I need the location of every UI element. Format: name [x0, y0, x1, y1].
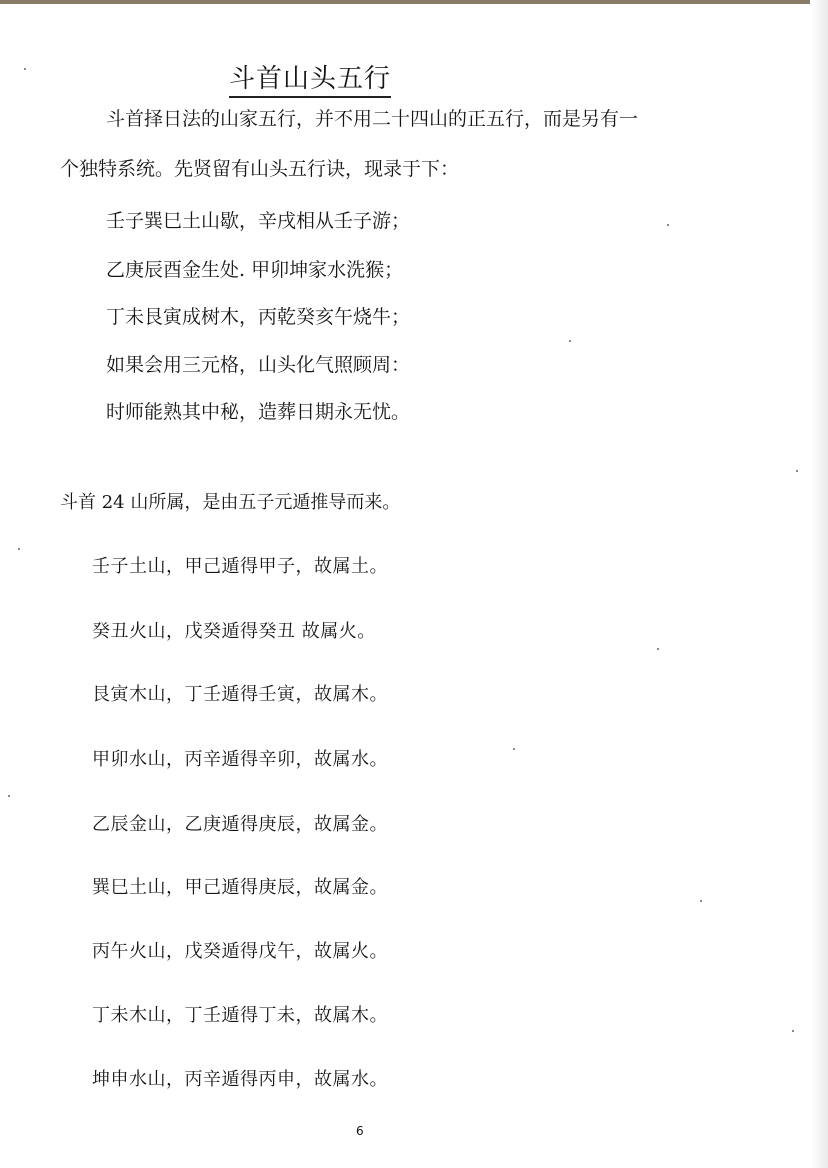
verse-line: 乙庚辰酉金生处. 甲卯坤家水洗猴；: [106, 259, 404, 281]
scan-speck: [792, 1030, 794, 1032]
rule-line: 巽巳土山，甲己遁得庚辰，故属金。: [92, 877, 388, 898]
rule-line: 丙午火山，戊癸遁得戊午，故属火。: [92, 941, 388, 962]
intro-paragraph: [60, 94, 700, 194]
rule-line: 丁未木山，丁壬遁得丁未，故属木。: [92, 1005, 388, 1026]
rule-line: 坤申水山，丙辛遁得丙申，故属水。: [92, 1069, 388, 1090]
page-title-text: 斗首山头五行: [229, 64, 391, 98]
section-intro: 斗首 24 山所属，是由五子元遁推导而来。: [60, 492, 401, 513]
rule-line: 甲卯水山，丙辛遁得辛卯，故属水。: [92, 749, 388, 770]
scan-speck: [18, 548, 20, 550]
scan-speck: [796, 470, 798, 472]
rule-line: 乙辰金山，乙庚遁得庚辰，故属金。: [92, 814, 388, 835]
scan-right-edge: [810, 0, 828, 1168]
verse-line: 如果会用三元格，山头化气照顾周：: [106, 354, 411, 376]
scan-speck: [700, 900, 702, 902]
verse-line: 时师能熟其中秘，造葬日期永无忧。: [106, 401, 411, 423]
scan-speck: [667, 224, 669, 226]
scan-speck: [569, 340, 571, 342]
intro-line-1: 斗首择日法的山家五行，并不用二十四山的正五行，而是另有一: [106, 108, 639, 130]
rule-line: 癸丑火山，戊癸遁得癸丑 故属火。: [92, 621, 376, 642]
scan-speck: [657, 648, 659, 650]
page-title: [0, 58, 620, 95]
intro-line-2: 个独特系统。先贤留有山头五行诀，现录于下：: [60, 158, 460, 180]
rule-line: 艮寅木山，丁壬遁得壬寅，故属木。: [92, 684, 388, 705]
verse-line: 丁未艮寅成树木，丙乾癸亥午烧牛；: [106, 306, 411, 328]
page-number: 6: [356, 1124, 364, 1138]
scan-speck: [8, 795, 10, 797]
scan-speck: [24, 68, 26, 70]
verse-line: 壬子巽巳土山歇，辛戌相从壬子游；: [106, 210, 411, 232]
rule-line: 壬子土山，甲己遁得甲子，故属土。: [92, 556, 388, 577]
scan-speck: [513, 748, 515, 750]
